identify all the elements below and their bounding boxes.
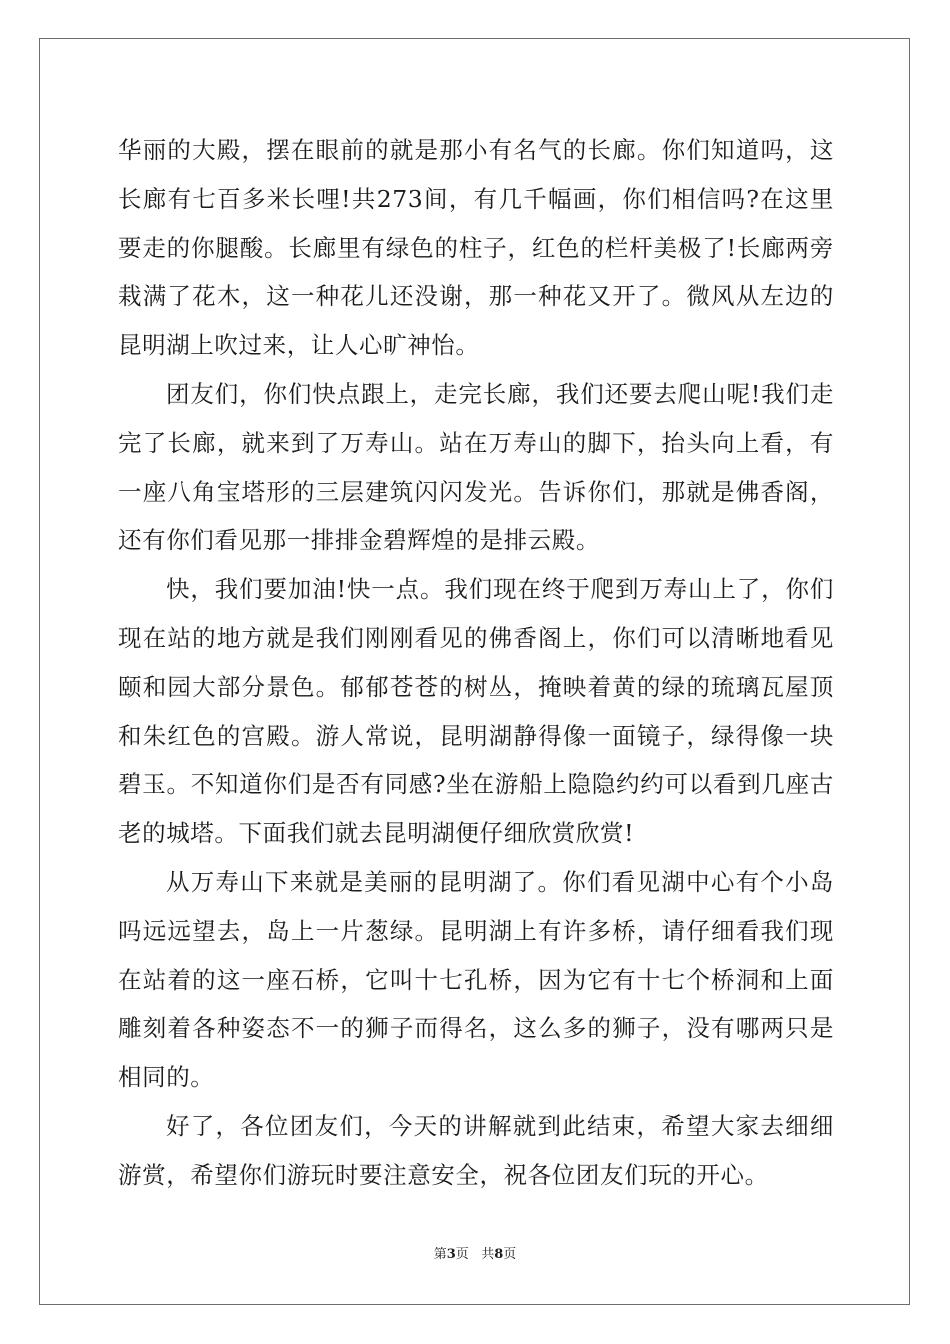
paragraph-5: 好了，各位团友们，今天的讲解就到此结束，希望大家去细细游赏，希望你们游玩时要注意安全，祝各位团友们玩的开心。 [118, 1111, 834, 1189]
footer-total-suffix: 页 [503, 1247, 517, 1262]
footer-page-prefix: 第 [433, 1247, 447, 1262]
paragraph-2: 团友们，你们快点跟上，走完长廊，我们还要去爬山呢!我们走完了长廊，就来到了万寿山。站在万寿山的脚下，抬头向上看，有一座八角宝塔形的三层建筑闪闪发光。告诉你们，那就是佛香阁，还有你们看见那一排排金碧辉煌的是排云殿。 [118, 379, 834, 555]
footer-total-pages: 8 [494, 1247, 504, 1262]
paragraph-1: 华丽的大殿，摆在眼前的就是那小有名气的长廊。你们知道吗，这长廊有七百多米长哩!共273间，有几千幅画，你们相信吗?在这里要走的你腿酸。长廊里有绿色的柱子，红色的栏杆美极了!长廊两旁栽满了花木，这一种花儿还没谢，那一种花又开了。微风从左边的昆明湖上吹过来，让人心旷神怡。 [118, 136, 834, 360]
page-number-footer [0, 1245, 950, 1265]
footer-page-suffix: 页 [455, 1247, 469, 1262]
paragraph-3: 快，我们要加油!快一点。我们现在终于爬到万寿山上了，你们现在站的地方就是我们刚刚看见的佛香阁上，你们可以清晰地看见颐和园大部分景色。郁郁苍苍的树丛，掩映着黄的绿的琉璃瓦屋顶和朱红色的宫殿。游人常说，昆明湖静得像一面镜子，绿得像一块碧玉。不知道你们是否有同感?坐在游船上隐隐约约可以看到几座古老的城塔。下面我们就去昆明湖便仔细欣赏欣赏! [118, 575, 834, 848]
footer-total-prefix: 共 [481, 1247, 495, 1262]
paragraph-4: 从万寿山下来就是美丽的昆明湖了。你们看见湖中心有个小岛吗远远望去，岛上一片葱绿。昆明湖上有许多桥，请仔细看我们现在站着的这一座石桥，它叫十七孔桥，因为它有十七个桥洞和上面雕刻着各种姿态不一的狮子而得名，这么多的狮子，没有哪两只是相同的。 [118, 867, 834, 1092]
footer-current-page: 3 [446, 1247, 456, 1262]
document-body [118, 126, 834, 1200]
